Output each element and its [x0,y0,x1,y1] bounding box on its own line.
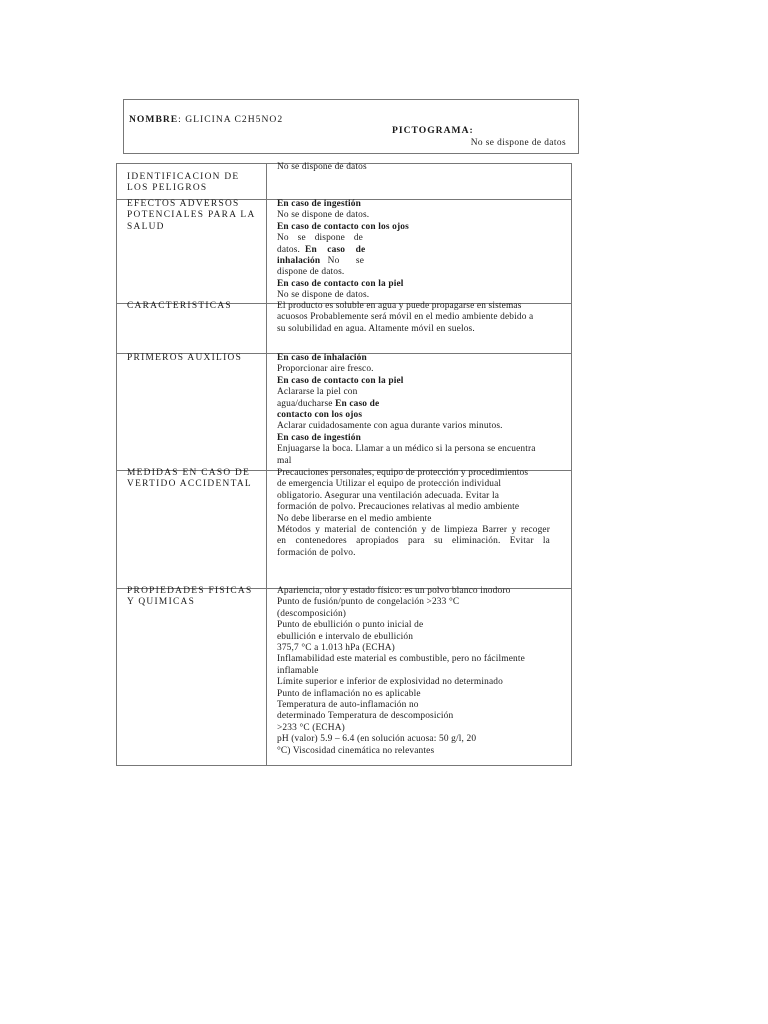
content-line: Punto de ebullición o punto inicial de [277,620,424,631]
content-line: Aclarar cuidadosamente con agua durante varios minutos. [277,421,503,432]
content-line: acuosos Probablemente será móvil en el medio ambiente debido a [277,312,534,323]
section-content-first-aid [277,353,550,467]
section-content-hazard-identification [277,162,550,173]
content-line: En caso de contacto con la piel [277,375,404,386]
product-name [129,114,283,125]
name-value: : GLICINA C2H5NO2 [178,114,284,125]
content-line: Métodos y material de contención y de limpieza Barrer y recoger [277,525,550,536]
content-line: No se dispone de [277,233,363,244]
content-line: En caso de contacto con los ojos [277,221,409,232]
section-content-accidental-release [277,468,550,559]
content-line: >233 °C (ECHA) [277,722,345,733]
content-line: No se dispone de datos [277,162,367,172]
column-divider [266,164,267,765]
content-line: En caso de ingestión [277,432,362,443]
pictogram-label: PICTOGRAMA: [392,125,474,136]
content-line: contacto con los ojos [277,410,363,421]
content-line: Enjuagarse la boca. Llamar a un médico si la persona se encuentra [277,444,536,455]
content-line: No se dispone de datos. [277,290,370,301]
content-line: En caso de inhalación [277,353,367,363]
content-line: 375,7 °C a 1.013 hPa (ECHA) [277,643,395,654]
content-line: dispone de datos. [277,267,345,278]
content-line: ebullición e intervalo de ebullición [277,631,414,642]
content-line: pH (valor) 5.9 – 6.4 (en solución acuosa: 50 g/l, 20 [277,734,477,745]
content-line: Apariencia, olor y estado físico: es un polvo blanco inodoro [277,586,511,596]
content-fragment: No se [327,256,365,267]
content-line: En caso de contacto con la piel [277,278,404,289]
content-line: Proporcionar aire fresco. [277,364,374,375]
content-line: Precauciones personales, equipo de protección y procedimientos [277,468,529,478]
content-line: obligatorio. Asegurar una ventilación adecuada. Evitar la [277,490,500,501]
section-label-accidental-release: MEDIDAS EN CASO DE VERTIDO ACCIDENTAL [127,468,252,490]
content-line: Temperatura de auto-inflamación no [277,700,419,711]
name-label: NOMBRE [129,114,179,125]
content-line: Inflamabilidad este material es combustible, pero no fácilmente [277,654,525,665]
section-label-health-effects: EFECTOS ADVERSOS POTENCIALES PARA LA SALUD [127,199,256,232]
section-label-first-aid: PRIMEROS AUXILIOS [127,353,243,363]
content-line [277,244,366,256]
content-line: mal [277,455,292,466]
section-content-health-effects [277,199,550,302]
content-line: determinado Temperatura de descomposición [277,711,454,722]
section-content-characteristics [277,301,550,335]
content-line: formación de polvo. [277,547,356,558]
content-fragment: inhalación [277,256,321,267]
content-line: inflamable [277,665,319,676]
content-line [277,399,550,410]
content-line: Aclararse la piel con [277,387,358,398]
content-line: No debe liberarse en el medio ambiente [277,513,432,524]
section-content-physical-chemical-properties [277,586,550,757]
content-line: Punto de inflamación no es aplicable [277,688,421,699]
header-box [123,99,579,154]
content-line [277,256,363,267]
content-fragment: En caso de [335,398,380,409]
content-line: en contenedores apropiados para su eliminación. Evitar la [277,536,550,547]
content-fragment: En caso de [305,244,366,255]
content-line: El producto es soluble en agua y puede propagarse en sistemas [277,301,522,311]
content-fragment: datos. [277,244,301,255]
content-line: Límite superior e inferior de explosividad no determinado [277,677,503,688]
content-line: No se dispone de datos. [277,210,370,221]
section-label-characteristics: CARACTERISTICAS [127,301,232,311]
pictogram-value: No se dispone de datos [470,138,566,148]
content-line: formación de polvo. Precauciones relativas al medio ambiente [277,502,520,513]
content-line: En caso de ingestión [277,199,362,209]
content-line: °C) Viscosidad cinemática no relevantes [277,745,435,756]
content-line: su solubilidad en agua. Altamente móvil en suelos. [277,323,475,334]
section-label-physical-chemical-properties: PROPIEDADES FISICAS Y QUIMICAS [127,586,253,608]
safety-sections-table [116,163,572,766]
content-line: Punto de fusión/punto de congelación >233 °C [277,597,460,608]
content-fragment: agua/ducharse [277,398,333,409]
section-label-hazard-identification: IDENTIFICACION DE LOS PELIGROS [127,172,240,194]
content-line: de emergencia Utilizar el equipo de protección individual [277,479,502,490]
content-line: (descomposición) [277,608,347,619]
